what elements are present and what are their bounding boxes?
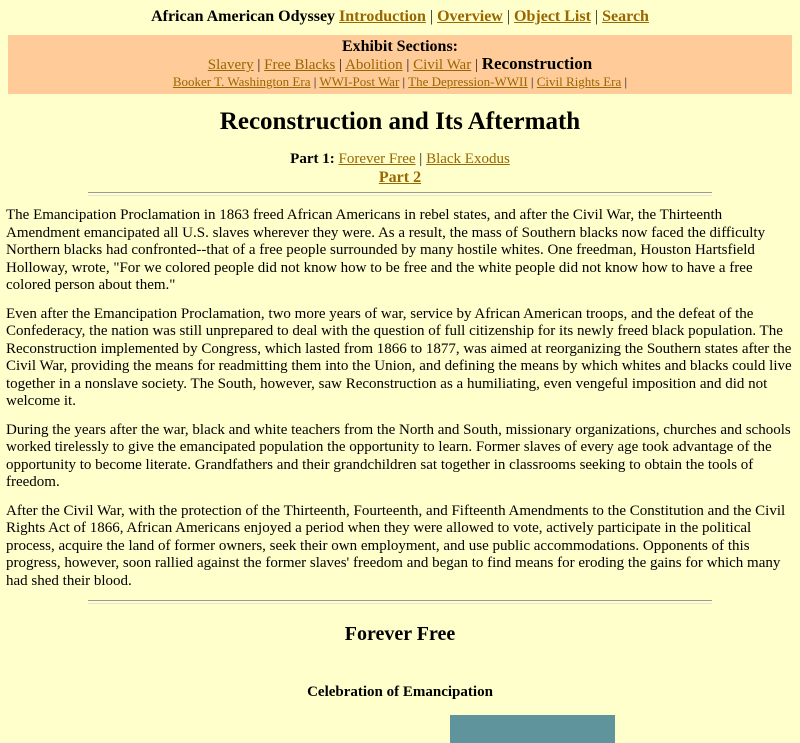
section-link-free-blacks[interactable]: Free Blacks [264, 57, 336, 73]
separator: | [313, 74, 317, 89]
article-body [0, 207, 800, 590]
exhibit-sections-title: Exhibit Sections: [341, 38, 458, 55]
paragraph-amendments-rights: After the Civil War, with the protection of the Thirteenth, Fourteenth, and Fifteenth Amendments to the Constitution and the Civil Rights Act of 1866, African Americans enjoyed a period when they were allowed to vote, actively participate in the political process, acquire the land of former owners, seek their own employment, and use public accommodations. Opponents of this progress, however, soon rallied against the former slaves' freedom and began to find means for eroding the gains for which many had shed their blood. [6, 502, 786, 589]
bottom-divider [88, 600, 712, 604]
part2-link[interactable]: Part 2 [378, 169, 422, 186]
part1-label: Part 1: [290, 151, 335, 167]
page-title: Reconstruction and Its Aftermath [219, 108, 581, 135]
section-link-wwi-post-war[interactable]: WWI-Post War [319, 74, 400, 89]
section-link-slavery[interactable]: Slavery [207, 57, 254, 73]
section-link-civil-rights-era[interactable]: Civil Rights Era [536, 74, 622, 89]
section-link-depression-wwii[interactable]: The Depression-WWII [408, 74, 528, 89]
part1-nav [0, 151, 800, 168]
part1-link-black-exodus[interactable]: Black Exodus [426, 151, 510, 167]
separator: | [594, 8, 599, 25]
section-link-abolition[interactable]: Abolition [345, 57, 403, 73]
section-heading-forever-free: Forever Free [344, 623, 456, 645]
paragraph-emancipation-proclamation: The Emancipation Proclamation in 1863 freed African Americans in rebel states, and after the Civil War, the Thirteenth Amendment emancipated all U.S. slaves wherever they were. As a result, the mass of Southern blacks now faced the difficulty Northern blacks had confronted--that of a free people surrounded by many hostile whites. One freedman, Houston Hartsfield Holloway, wrote, "For we colored people did not know how to be free and the white people did not know how to have a free colored person about them." [6, 207, 766, 293]
section-link-booker-t-washington-era[interactable]: Booker T. Washington Era [172, 74, 311, 89]
nav-link-object-list[interactable]: Object List [514, 8, 591, 25]
sub-heading-celebration: Celebration of Emancipation [307, 684, 493, 700]
separator: | [530, 74, 534, 89]
site-title: African American Odyssey [151, 8, 336, 25]
part2-nav [0, 169, 800, 187]
separator: | [506, 8, 511, 25]
site-header [0, 0, 800, 26]
exhibit-sections-row2 [8, 74, 792, 90]
separator: | [429, 8, 434, 25]
separator: | [402, 74, 406, 89]
exhibit-sections-bar [8, 35, 792, 94]
emancipation-celebration-image[interactable] [450, 715, 615, 743]
separator: | [419, 151, 423, 167]
exhibit-sections-row1 [8, 55, 792, 74]
nav-link-overview[interactable]: Overview [437, 8, 503, 25]
top-divider [88, 192, 712, 196]
paragraph-reconstruction-congress: Even after the Emancipation Proclamation, two more years of war, service by African American troops, and the defeat of the Confederacy, the nation was still unprepared to deal with the question of full citizenship for its newly freed black population. The Reconstruction implemented by Congress, which lasted from 1866 to 1877, was aimed at reorganizing the Southern states after the Civil War, providing the means for readmitting them into the Union, and defining the means by which whites and blacks could live together in a nonslave society. The South, however, saw Reconstruction as a humiliating, even vengeful imposition and did not welcome it. [6, 305, 792, 409]
current-section-reconstruction: Reconstruction [481, 54, 593, 73]
separator: | [406, 57, 410, 73]
nav-link-introduction[interactable]: Introduction [339, 8, 426, 25]
part1-link-forever-free[interactable]: Forever Free [338, 151, 416, 167]
separator: | [474, 57, 478, 73]
section-link-civil-war[interactable]: Civil War [413, 57, 472, 73]
paragraph-teachers-literacy: During the years after the war, black and white teachers from the North and South, missionary organizations, churches and schools worked tirelessly to give the emancipated population the opportunity to learn. Former slaves of every age took advantage of the opportunity to become literate. Grandfathers and their grandchildren sat together in classrooms seeking to obtain the tools of freedom. [6, 421, 791, 490]
separator: | [257, 57, 261, 73]
separator: | [624, 74, 628, 89]
nav-link-search[interactable]: Search [602, 8, 649, 25]
separator: | [339, 57, 343, 73]
